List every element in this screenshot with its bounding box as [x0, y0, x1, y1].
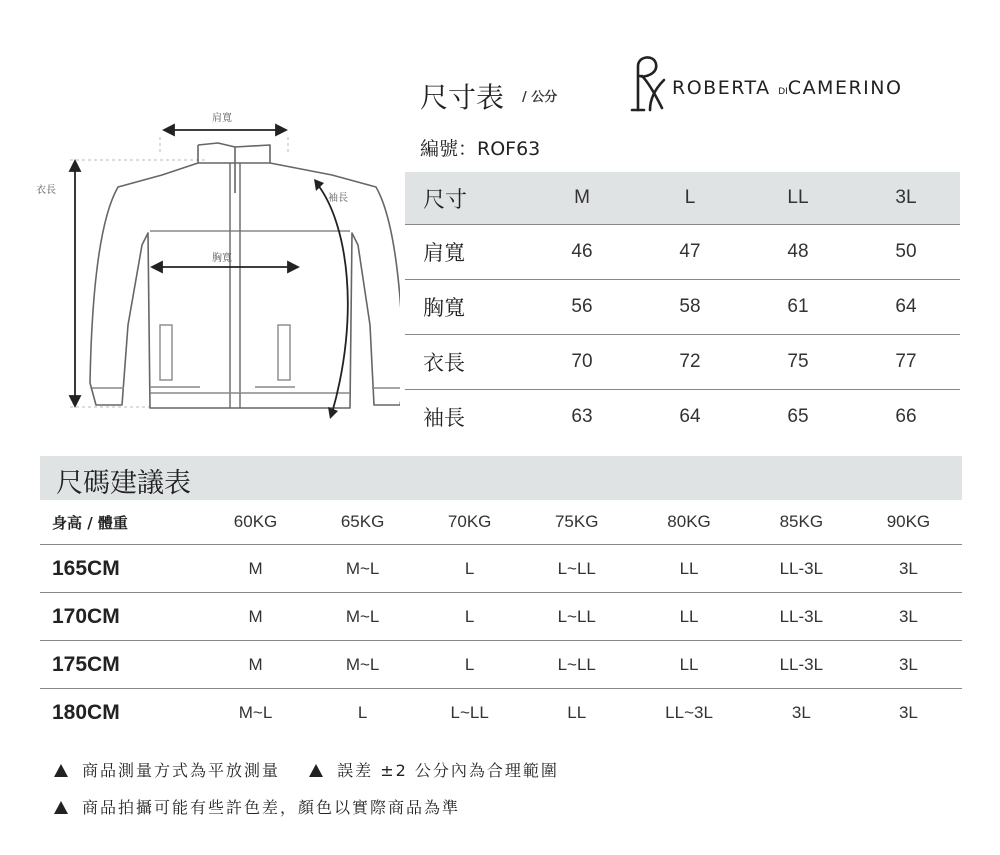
- brand-logo-icon: [628, 52, 672, 114]
- table-cell: 56: [528, 280, 636, 335]
- model-number: 編號：ROF63: [420, 138, 541, 160]
- table-cell: 61: [744, 280, 852, 335]
- triangle-bullet-icon: [54, 764, 68, 777]
- table-cell: 46: [528, 225, 636, 280]
- note-line-2: [54, 795, 460, 818]
- triangle-bullet-icon: [309, 764, 323, 777]
- table-cell: LL: [630, 641, 748, 689]
- table-cell: M~L: [309, 545, 416, 593]
- table-row: [405, 335, 960, 390]
- table-cell: 3L: [855, 593, 962, 641]
- table-cell: L: [416, 545, 523, 593]
- row-label: 袖長: [405, 390, 528, 445]
- table-cell: LL~3L: [630, 689, 748, 737]
- size-table-header: [405, 172, 960, 225]
- height-weight-label: 身高 / 體重: [52, 513, 128, 532]
- note-line-1: [54, 758, 559, 781]
- weight-col: 85KG: [779, 512, 824, 531]
- shoulder-label: 肩寬: [212, 113, 232, 124]
- note-color: 商品拍攝可能有些許色差，顏色以實際商品為準: [82, 798, 461, 817]
- weight-col: 75KG: [554, 512, 599, 531]
- table-cell: L~LL: [416, 689, 523, 737]
- size-col-l: L: [636, 172, 744, 225]
- table-cell: M: [202, 593, 309, 641]
- table-cell: 64: [852, 280, 960, 335]
- brand-name-di: DI: [778, 87, 788, 97]
- size-col-m: M: [528, 172, 636, 225]
- page-title: 尺寸表: [420, 81, 505, 114]
- size-table: [405, 172, 960, 444]
- table-cell: 3L: [748, 689, 855, 737]
- sleeve-label: 袖長: [328, 193, 348, 204]
- brand-name-right: CAMERINO: [787, 77, 903, 99]
- table-cell: M~L: [202, 689, 309, 737]
- length-label: 衣長: [36, 185, 56, 196]
- table-cell: 72: [636, 335, 744, 390]
- table-row: [405, 280, 960, 335]
- table-cell: 63: [528, 390, 636, 445]
- table-row: [40, 545, 962, 593]
- table-cell: M: [202, 545, 309, 593]
- note-measurement: 商品測量方式為平放測量: [82, 761, 281, 780]
- table-cell: 48: [744, 225, 852, 280]
- table-cell: M~L: [309, 641, 416, 689]
- table-cell: 3L: [855, 641, 962, 689]
- recommendation-header-row: [40, 500, 962, 545]
- table-cell: LL: [523, 689, 630, 737]
- row-label: 胸寬: [405, 280, 528, 335]
- weight-col: 80KG: [667, 512, 711, 531]
- table-cell: 3L: [855, 689, 962, 737]
- unit-label: / 公分: [522, 90, 558, 105]
- table-row: [405, 390, 960, 445]
- jacket-measurement-diagram: [30, 95, 400, 435]
- note-tolerance: 誤差 ±2 公分內為合理範圍: [337, 761, 559, 780]
- row-label: 肩寬: [405, 225, 528, 280]
- recommendation-table: [40, 500, 962, 736]
- table-cell: L~LL: [523, 641, 630, 689]
- table-row: [405, 225, 960, 280]
- weight-col: 65KG: [340, 512, 385, 531]
- table-cell: 70: [528, 335, 636, 390]
- size-col-3l: 3L: [852, 172, 960, 225]
- brand-name-left: ROBERTA: [672, 77, 771, 99]
- table-row: [40, 689, 962, 737]
- size-col-ll: LL: [744, 172, 852, 225]
- size-header-label: 尺寸: [405, 172, 528, 225]
- height-label: 175CM: [40, 641, 202, 689]
- weight-col: 60KG: [233, 512, 278, 531]
- table-row: [40, 593, 962, 641]
- table-row: [40, 641, 962, 689]
- table-cell: LL-3L: [748, 641, 855, 689]
- table-cell: L: [416, 641, 523, 689]
- table-cell: M: [202, 641, 309, 689]
- table-cell: L: [416, 593, 523, 641]
- table-cell: LL-3L: [748, 593, 855, 641]
- table-cell: 64: [636, 390, 744, 445]
- height-label: 165CM: [40, 545, 202, 593]
- brand-name: [672, 77, 902, 99]
- chest-label: 胸寬: [212, 253, 232, 264]
- recommendation-title: 尺碼建議表: [56, 468, 191, 499]
- table-cell: 47: [636, 225, 744, 280]
- table-cell: 3L: [855, 545, 962, 593]
- table-cell: L: [309, 689, 416, 737]
- table-cell: L~LL: [523, 545, 630, 593]
- row-label: 衣長: [405, 335, 528, 390]
- table-cell: 58: [636, 280, 744, 335]
- table-cell: LL-3L: [748, 545, 855, 593]
- table-cell: M~L: [309, 593, 416, 641]
- table-bottom-divider: [40, 688, 962, 689]
- table-cell: L~LL: [523, 593, 630, 641]
- weight-col: 70KG: [447, 512, 492, 531]
- weight-col: 90KG: [886, 512, 931, 531]
- height-label: 170CM: [40, 593, 202, 641]
- table-cell: 77: [852, 335, 960, 390]
- table-cell: LL: [630, 593, 748, 641]
- height-label: 180CM: [40, 689, 202, 737]
- table-cell: LL: [630, 545, 748, 593]
- table-cell: 66: [852, 390, 960, 445]
- table-cell: 75: [744, 335, 852, 390]
- triangle-bullet-icon: [54, 801, 68, 814]
- table-cell: 65: [744, 390, 852, 445]
- table-cell: 50: [852, 225, 960, 280]
